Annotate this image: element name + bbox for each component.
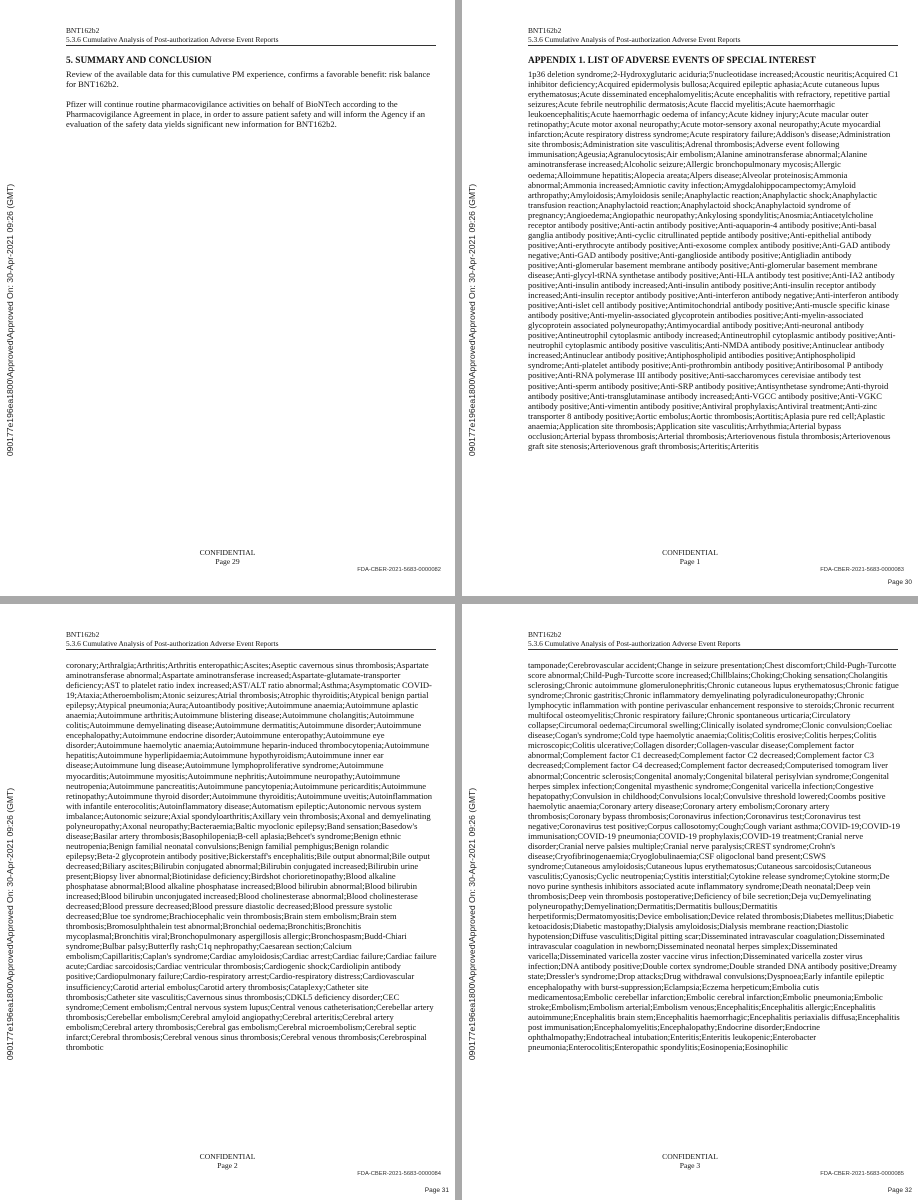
page-header (66, 26, 436, 46)
header-rule (528, 649, 898, 650)
confidential-label: CONFIDENTIAL (199, 548, 256, 557)
header-rule (528, 45, 898, 46)
adverse-events-list: 1p36 deletion syndrome;2-Hydroxyglutaric aciduria;5'nucleotidase increased;Acoustic neuritis;Acquired C1 inhibitor deficiency;Acquired epidermolysis bullosa;Acquired epileptic aphasia;Acute cutaneous lupus erythematosus;Acute disseminated encephalomyelitis;Acute encephalitis with refractory, repetitive partial seizures;Acute febrile neutrophilic dermatosis;Acute flaccid myelitis;Acute haemorrhagic leukoencephalitis;Acute haemorrhagic oedema of infancy;Acute kidney injury;Acute macular outer retinopathy;Acute motor axonal neuropathy;Acute motor-sensory axonal neuropathy;Acute myocardial infarction;Acute respiratory distress syndrome;Acute respiratory failure;Addison's disease;Administration site thrombosis;Administration site vasculitis;Adrenal thrombosis;Adverse event following immunisation;Ageusia;Agranulocytosis;Air embolism;Alanine aminotransferase abnormal;Alanine aminotransferase increased;Alcoholic seizure;Allergic bronchopulmonary mycosis;Allergic oedema;Alloimmune hepatitis;Alopecia areata;Alpers disease;Alveolar proteinosis;Ammonia abnormal;Ammonia increased;Amniotic cavity infection;Amygdalohippocampectomy;Amyloid arthropathy;Amyloidosis;Amyloidosis senile;Anaphylactic reaction;Anaphylactic shock;Anaphylactic transfusion reaction;Anaphylactoid reaction;Anaphylactoid shock;Anaphylactoid syndrome of pregnancy;Angioedema;Angiopathic neuropathy;Ankylosing spondylitis;Anosmia;Antiacetylcholine receptor antibody positive;Anti-actin antibody positive;Anti-aquaporin-4 antibody positive;Anti-basal ganglia antibody positive;Anti-cyclic citrullinated peptide antibody positive;Anti-epithelial antibody positive;Anti-erythrocyte antibody positive;Anti-exosome complex antibody positive;Anti-GAD antibody negative;Anti-GAD antibody positive;Anti-ganglioside antibody positive;Antigliadin antibody positive;Anti-glomerular basement membrane antibody positive;Anti-glomerular basement membrane disease;Anti-glycyl-tRNA synthetase antibody positive;Anti-HLA antibody test positive;Anti-IA2 antibody positive;Anti-insulin antibody increased;Anti-insulin antibody positive;Anti-insulin receptor antibody increased;Anti-insulin receptor antibody positive;Anti-interferon antibody negative;Anti-interferon antibody positive;Anti-islet cell antibody positive;Antimitochondrial antibody positive;Anti-muscle specific kinase antibody positive;Anti-myelin-associated glycoprotein antibodies positive;Anti-myelin-associated glycoprotein associated polyneuropathy;Antimyocardial antibody positive;Anti-neuronal antibody positive;Antineutrophil cytoplasmic antibody increased;Antineutrophil cytoplasmic antibody positive;Anti-neutrophil cytoplasmic antibody positive vasculitis;Anti-NMDA antibody positive;Antinuclear antibody increased;Antinuclear antibody positive;Antiphospholipid antibodies positive;Antiphospholipid syndrome;Anti-platelet antibody positive;Anti-prothrombin antibody positive;Antiribosomal P antibody positive;Anti-RNA polymerase III antibody positive;Anti-saccharomyces cerevisiae antibody test positive;Anti-sperm antibody positive;Anti-SRP antibody positive;Antisynthetase syndrome;Anti-thyroid antibody positive;Anti-transglutaminase antibody increased;Anti-VGCC antibody positive;Anti-VGKC antibody positive;Anti-vimentin antibody positive;Antiviral prophylaxis;Antiviral treatment;Anti-zinc transporter 8 antibody positive;Aortic embolus;Aortic thrombosis;Aortitis;Aplasia pure red cell;Aplastic anaemia;Application site thrombosis;Application site vasculitis;Arrhythmia;Arterial bypass occlusion;Arterial bypass thrombosis;Arterial thrombosis;Arteriovenous fistula thrombosis;Arteriovenous graft site stenosis;Arteriovenous graft thrombosis;Arteritis;Arteritis (528, 69, 899, 451)
confidential-label: CONFIDENTIAL (662, 548, 718, 557)
header-rule (66, 45, 436, 46)
fda-bates-number: FDA-CBER-2021-5683-0000082 (357, 567, 441, 573)
paragraph-risk-balance: Review of the available data for this cumulative PM experience, confirms a favorable benefit: risk balance for BNT162b2. (66, 69, 431, 90)
viewer-page-label: Page 31 (424, 1187, 449, 1194)
viewer-page-label: Page 32 (887, 1187, 912, 1194)
document-page-29 (0, 0, 455, 596)
page-content (528, 660, 900, 1052)
confidential-label: CONFIDENTIAL (662, 1152, 718, 1161)
viewer-page-label: Page 30 (887, 579, 912, 586)
header-product: BNT162b2 (66, 630, 100, 639)
header-report-title: 5.3.6 Cumulative Analysis of Post-authorization Adverse Event Reports (528, 35, 741, 44)
header-product: BNT162b2 (528, 26, 562, 35)
header-product: BNT162b2 (66, 26, 100, 35)
document-page-32 (462, 604, 918, 1200)
page-header (66, 630, 436, 650)
header-report-title: 5.3.6 Cumulative Analysis of Post-authorization Adverse Event Reports (66, 35, 279, 44)
page-header (528, 26, 898, 46)
adverse-events-list: coronary;Arthralgia;Arthritis;Arthritis enteropathic;Ascites;Aseptic cavernous sinus thrombosis;Aspartate aminotransferase abnormal;Aspartate aminotransferase increased;Aspartate-glutamate-transporter deficiency;AST to platelet ratio index increased;AST/ALT ratio abnormal;Asthma;Asymptomatic COVID-19;Ataxia;Atheroembolism;Atonic seizures;Atrial thrombosis;Atrophic thyroiditis;Atypical benign partial epilepsy;Atypical pneumonia;Aura;Autoantibody positive;Autoimmune anaemia;Autoimmune aplastic anaemia;Autoimmune arthritis;Autoimmune blistering disease;Autoimmune cholangitis;Autoimmune colitis;Autoimmune demyelinating disease;Autoimmune dermatitis;Autoimmune disorder;Autoimmune encephalopathy;Autoimmune endocrine disorder;Autoimmune enteropathy;Autoimmune eye disorder;Autoimmune haemolytic anaemia;Autoimmune heparin-induced thrombocytopenia;Autoimmune hepatitis;Autoimmune hyperlipidaemia;Autoimmune hypothyroidism;Autoimmune inner ear disease;Autoimmune lung disease;Autoimmune lymphoproliferative syndrome;Autoimmune myocarditis;Autoimmune myositis;Autoimmune nephritis;Autoimmune neuropathy;Autoimmune neutropenia;Autoimmune pancreatitis;Autoimmune pancytopenia;Autoimmune pericarditis;Autoimmune retinopathy;Autoimmune thyroid disorder;Autoimmune thyroiditis;Autoimmune uveitis;Autoinflammation with infantile enterocolitis;Autoinflammatory disease;Automatism epileptic;Autonomic nervous system imbalance;Autonomic seizure;Axial spondyloarthritis;Axillary vein thrombosis;Axonal and demyelinating polyneuropathy;Axonal neuropathy;Bacteraemia;Baltic myoclonic epilepsy;Band sensation;Basedow's disease;Basilar artery thrombosis;Basophilopenia;B-cell aplasia;Behcet's syndrome;Benign ethnic neutropenia;Benign familial neonatal convulsions;Benign familial pemphigus;Benign rolandic epilepsy;Beta-2 glycoprotein antibody positive;Bickerstaff's encephalitis;Bile output abnormal;Bile output decreased;Biliary ascites;Bilirubin conjugated abnormal;Bilirubin conjugated increased;Bilirubin urine present;Biopsy liver abnormal;Biotinidase deficiency;Birdshot chorioretinopathy;Blood alkaline phosphatase abnormal;Blood alkaline phosphatase increased;Blood bilirubin abnormal;Blood bilirubin increased;Blood bilirubin unconjugated increased;Blood cholinesterase abnormal;Blood cholinesterase decreased;Blood pressure decreased;Blood pressure diastolic decreased;Blood pressure systolic decreased;Blue toe syndrome;Brachiocephalic vein thrombosis;Brain stem embolism;Brain stem thrombosis;Bromosulphthalein test abnormal;Bronchial oedema;Bronchitis;Bronchitis mycoplasmal;Bronchitis viral;Bronchopulmonary aspergillosis allergic;Bronchospasm;Budd-Chiari syndrome;Bulbar palsy;Butterfly rash;C1q nephropathy;Caesarean section;Calcium embolism;Capillaritis;Caplan's syndrome;Cardiac amyloidosis;Cardiac arrest;Cardiac failure;Cardiac failure acute;Cardiac sarcoidosis;Cardiac ventricular thrombosis;Cardiogenic shock;Cardiolipin antibody positive;Cardiopulmonary failure;Cardio-respiratory arrest;Cardio-respiratory distress;Cardiovascular insufficiency;Carotid arterial embolus;Carotid artery thrombosis;Cataplexy;Catheter site thrombosis;Catheter site vasculitis;Cavernous sinus thrombosis;CDKL5 deficiency disorder;CEC syndrome;Cement embolism;Central nervous system lupus;Central venous catheterisation;Cerebellar artery thrombosis;Cerebellar embolism;Cerebral amyloid angiopathy;Cerebral arteritis;Cerebral artery embolism;Cerebral artery thrombosis;Cerebral gas embolism;Cerebral microembolism;Cerebral septic infarct;Cerebral thrombosis;Cerebral venous sinus thrombosis;Cerebral venous thrombosis;Cerebrospinal thrombotic (66, 660, 437, 1052)
page-number: Page 2 (217, 1161, 238, 1170)
header-report-title: 5.3.6 Cumulative Analysis of Post-authorization Adverse Event Reports (66, 639, 279, 648)
document-page-31 (0, 604, 455, 1200)
page-content (66, 660, 438, 1052)
header-product: BNT162b2 (528, 630, 562, 639)
page-header (528, 630, 898, 650)
page-content (66, 56, 438, 139)
section-title: 5. SUMMARY AND CONCLUSION (66, 56, 212, 66)
approval-stamp: 090177e196ea1800\Approved\Approved On: 30-Apr-2021 09:26 (GMT) (5, 183, 16, 457)
approval-stamp: 090177e196ea1800\Approved\Approved On: 30-Apr-2021 09:26 (GMT) (5, 787, 16, 1061)
header-rule (66, 649, 436, 650)
approval-stamp: 090177e196ea1800\Approved\Approved On: 30-Apr-2021 09:26 (GMT) (467, 787, 478, 1061)
paragraph-pharmacovigilance: Pfizer will continue routine pharmacovigilance activities on behalf of BioNTech according to the Pharmacovigilance Agreement in place, in order to assure patient safety and will inform the Agency if an evaluation of the safety data yields significant new information for BNT162b2. (66, 99, 426, 130)
page-number: Page 1 (679, 557, 701, 566)
approval-stamp: 090177e196ea1800\Approved\Approved On: 30-Apr-2021 09:26 (GMT) (467, 183, 478, 457)
confidential-label: CONFIDENTIAL (199, 1152, 256, 1161)
header-report-title: 5.3.6 Cumulative Analysis of Post-authorization Adverse Event Reports (528, 639, 741, 648)
page-content (528, 56, 900, 451)
fda-bates-number: FDA-CBER-2021-5683-0000085 (820, 1171, 904, 1177)
section-title: APPENDIX 1. LIST OF ADVERSE EVENTS OF SPECIAL INTEREST (528, 56, 816, 66)
document-page-30 (462, 0, 918, 596)
fda-bates-number: FDA-CBER-2021-5683-0000084 (357, 1171, 441, 1177)
page-number: Page 29 (215, 557, 240, 566)
page-number: Page 3 (679, 1161, 701, 1170)
fda-bates-number: FDA-CBER-2021-5683-0000083 (820, 567, 904, 573)
adverse-events-list: tamponade;Cerebrovascular accident;Change in seizure presentation;Chest discomfort;Child-Pugh-Turcotte score abnormal;Child-Pugh-Turcotte score increased;Chillblains;Choking;Choking sensation;Cholangitis sclerosing;Chronic autoimmune glomerulonephritis;Chronic cutaneous lupus erythematosus;Chronic fatigue syndrome;Chronic gastritis;Chronic inflammatory demyelinating polyradiculoneuropathy;Chronic lymphocytic inflammation with pontine perivascular enhancement responsive to steroids;Chronic recurrent multifocal osteomyelitis;Chronic respiratory failure;Chronic spontaneous urticaria;Circulatory collapse;Circumoral oedema;Circumoral swelling;Clinically isolated syndrome;Clonic convulsion;Coeliac disease;Cogan's syndrome;Cold type haemolytic anaemia;Colitis;Colitis erosive;Colitis herpes;Colitis microscopic;Colitis ulcerative;Collagen disorder;Collagen-vascular disease;Complement factor abnormal;Complement factor C1 decreased;Complement factor C2 decreased;Complement factor C3 decreased;Complement factor C4 decreased;Complement factor decreased;Computerised tomogram liver abnormal;Concentric sclerosis;Congenital anomaly;Congenital bilateral perisylvian syndrome;Congenital herpes simplex infection;Congenital myasthenic syndrome;Congenital varicella infection;Congestive hepatopathy;Convulsion in childhood;Convulsions local;Convulsive threshold lowered;Coombs positive haemolytic anaemia;Coronary artery disease;Coronary artery embolism;Coronary artery thrombosis;Coronary bypass thrombosis;Coronavirus infection;Coronavirus test;Coronavirus test negative;Coronavirus test positive;Corpus callosotomy;Cough;Cough variant asthma;COVID-19;COVID-19 immunisation;COVID-19 pneumonia;COVID-19 prophylaxis;COVID-19 treatment;Cranial nerve disorder;Cranial nerve palsies multiple;Cranial nerve paralysis;CREST syndrome;Crohn's disease;Cryofibrinogenaemia;Cryoglobulinaemia;CSF oligoclonal band present;CSWS syndrome;Cutaneous amyloidosis;Cutaneous lupus erythematosus;Cutaneous sarcoidosis;Cutaneous vasculitis;Cyanosis;Cyclic neutropenia;Cystitis interstitial;Cytokine release syndrome;Cytokine storm;De novo purine synthesis inhibitors associated acute inflammatory syndrome;Death neonatal;Deep vein thrombosis;Deep vein thrombosis postoperative;Deficiency of bile secretion;Deja vu;Demyelinating polyneuropathy;Demyelination;Dermatitis;Dermatitis bullous;Dermatitis herpetiformis;Dermatomyositis;Device embolisation;Device related thrombosis;Diabetes mellitus;Diabetic ketoacidosis;Diabetic mastopathy;Dialysis amyloidosis;Dialysis membrane reaction;Diastolic hypotension;Diffuse vasculitis;Digital pitting scar;Disseminated intravascular coagulation;Disseminated intravascular coagulation in newborn;Disseminated neonatal herpes simplex;Disseminated varicella;Disseminated varicella zoster vaccine virus infection;Disseminated varicella zoster virus infection;DNA antibody positive;Double cortex syndrome;Double stranded DNA antibody positive;Dreamy state;Dressler's syndrome;Drop attacks;Drug withdrawal convulsions;Dyspnoea;Early infantile epileptic encephalopathy with burst-suppression;Eclampsia;Eczema herpeticum;Embolia cutis medicamentosa;Embolic cerebellar infarction;Embolic cerebral infarction;Embolic pneumonia;Embolic stroke;Embolism;Embolism arterial;Embolism venous;Encephalitis;Encephalitis allergic;Encephalitis autoimmune;Encephalitis brain stem;Encephalitis haemorrhagic;Encephalitis periaxialis diffusa;Encephalitis post immunisation;Encephalomyelitis;Encephalopathy;Endocrine disorder;Endocrine ophthalmopathy;Endotracheal intubation;Enteritis;Enteritis leukopenic;Enterobacter pneumonia;Enterocolitis;Enteropathic spondylitis;Eosinopenia;Eosinophilic (528, 660, 900, 1052)
